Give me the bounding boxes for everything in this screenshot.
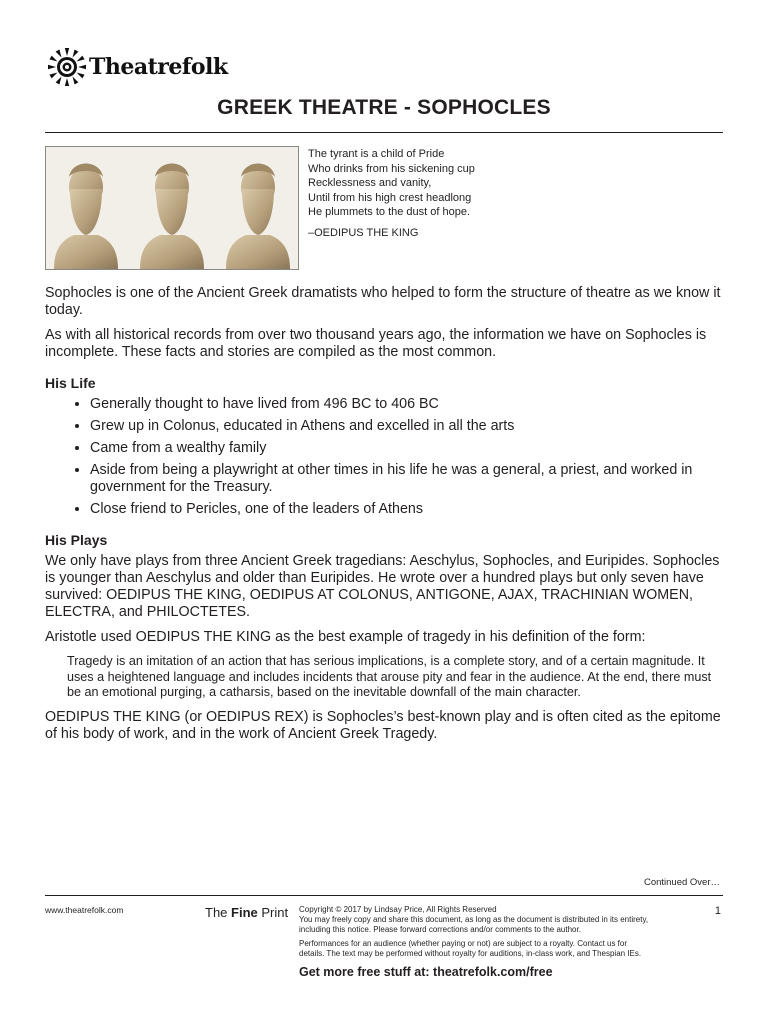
epigraph <box>308 147 475 241</box>
list-item: • Aside from being a playwright at other times in his life he was a general, a priest, and worked in government for the Treasury. <box>90 462 723 496</box>
aristotle-quote: Tragedy is an imitation of an action that has serious implications, is a complete story, and of a certain magnitude. It uses a heightened language and includes incidents that arouse pity and fear in the audience. At the end, there must be an emotional purging, a catharsis, based on the inevitable downfall of the main character. <box>67 654 712 699</box>
footer-divider <box>45 895 723 896</box>
epigraph-attribution: –OEDIPUS THE KING <box>308 226 419 239</box>
fine-print-label <box>205 905 288 920</box>
list-item: • Came from a wealthy family <box>90 440 723 457</box>
intro-paragraph: As with all historical records from over two thousand years ago, the information we have on Sophocles is incomplete. These facts and stories are compiled as the most common. <box>45 327 707 360</box>
plays-paragraph: Aristotle used OEDIPUS THE KING as the best example of tragedy in his definition of the form: <box>45 629 646 645</box>
life-list <box>45 396 723 518</box>
brand-name: Theatrefolk <box>89 54 228 80</box>
fine-print-bold: Fine <box>231 905 258 920</box>
epigraph-line: Who drinks from his sickening cup <box>308 162 475 175</box>
life-heading: His Life <box>45 375 96 391</box>
plays-paragraph: OEDIPUS THE KING (or OEDIPUS REX) is Sophocles’s best-known play and is often cited as the epitome of his body of work, and in the work of Ancient Greek Tragedy. <box>45 708 721 742</box>
legal-line: You may freely copy and share this document, as long as the document is distributed in its entirety, <box>299 915 649 924</box>
sun-logo-icon <box>47 47 87 87</box>
epigraph-line: Until from his high crest headlong <box>308 191 472 204</box>
fine-print-pre: The <box>205 905 232 920</box>
legal-line: details. The text may be performed without royalty for auditions, in-class work, and Thespian IEs. <box>299 949 642 958</box>
fine-print-post: Print <box>257 905 289 920</box>
list-item: • Close friend to Pericles, one of the leaders of Athens <box>90 501 723 518</box>
title-divider <box>45 132 723 133</box>
list-item: • Generally thought to have lived from 496 BC to 406 BC <box>90 396 723 413</box>
legal-line: including this notice. Please forward corrections and/or comments to the author. <box>299 925 581 934</box>
legal-notice <box>299 905 699 959</box>
intro-paragraph: Sophocles is one of the Ancient Greek dramatists who helped to form the structure of theatre as we know it today. <box>45 285 721 318</box>
legal-line: Performances for an audience (whether paying or not) are subject to a royalty. Contact us for <box>299 939 628 948</box>
epigraph-line: He plummets to the dust of hope. <box>308 206 471 219</box>
website-link[interactable]: www.theatrefolk.com <box>45 905 124 915</box>
continued-over: Continued Over… <box>643 877 720 888</box>
page-title: GREEK THEATRE - SOPHOCLES <box>217 96 551 119</box>
plays-paragraph: We only have plays from three Ancient Greek tragedians: Aeschylus, Sophocles, and Euripides. Sophocles is younger than Aeschylus and older than Euripides. He wrote over a hundred plays but only seven have survived: OEDIPUS THE KING, OEDIPUS AT COLONUS, ANTIGONE, AJAX, TRACHINIAN WOMEN, ELECTRA, and PHILOCTETES. <box>45 553 720 620</box>
article-body <box>45 285 723 751</box>
legal-line: Copyright © 2017 by Lindsay Price, All Rights Reserved <box>299 905 497 914</box>
theatrefolk-logo[interactable] <box>47 47 228 87</box>
epigraph-line: Recklessness and vanity, <box>308 177 432 190</box>
get-more-link[interactable]: Get more free stuff at: theatrefolk.com/free <box>299 965 553 979</box>
epigraph-line: The tyrant is a child of Pride <box>308 148 445 160</box>
plays-heading: His Plays <box>45 532 108 548</box>
sophocles-busts-image <box>45 146 299 270</box>
list-item: • Grew up in Colonus, educated in Athens and excelled in all the arts <box>90 418 723 435</box>
page-number: 1 <box>714 905 721 917</box>
